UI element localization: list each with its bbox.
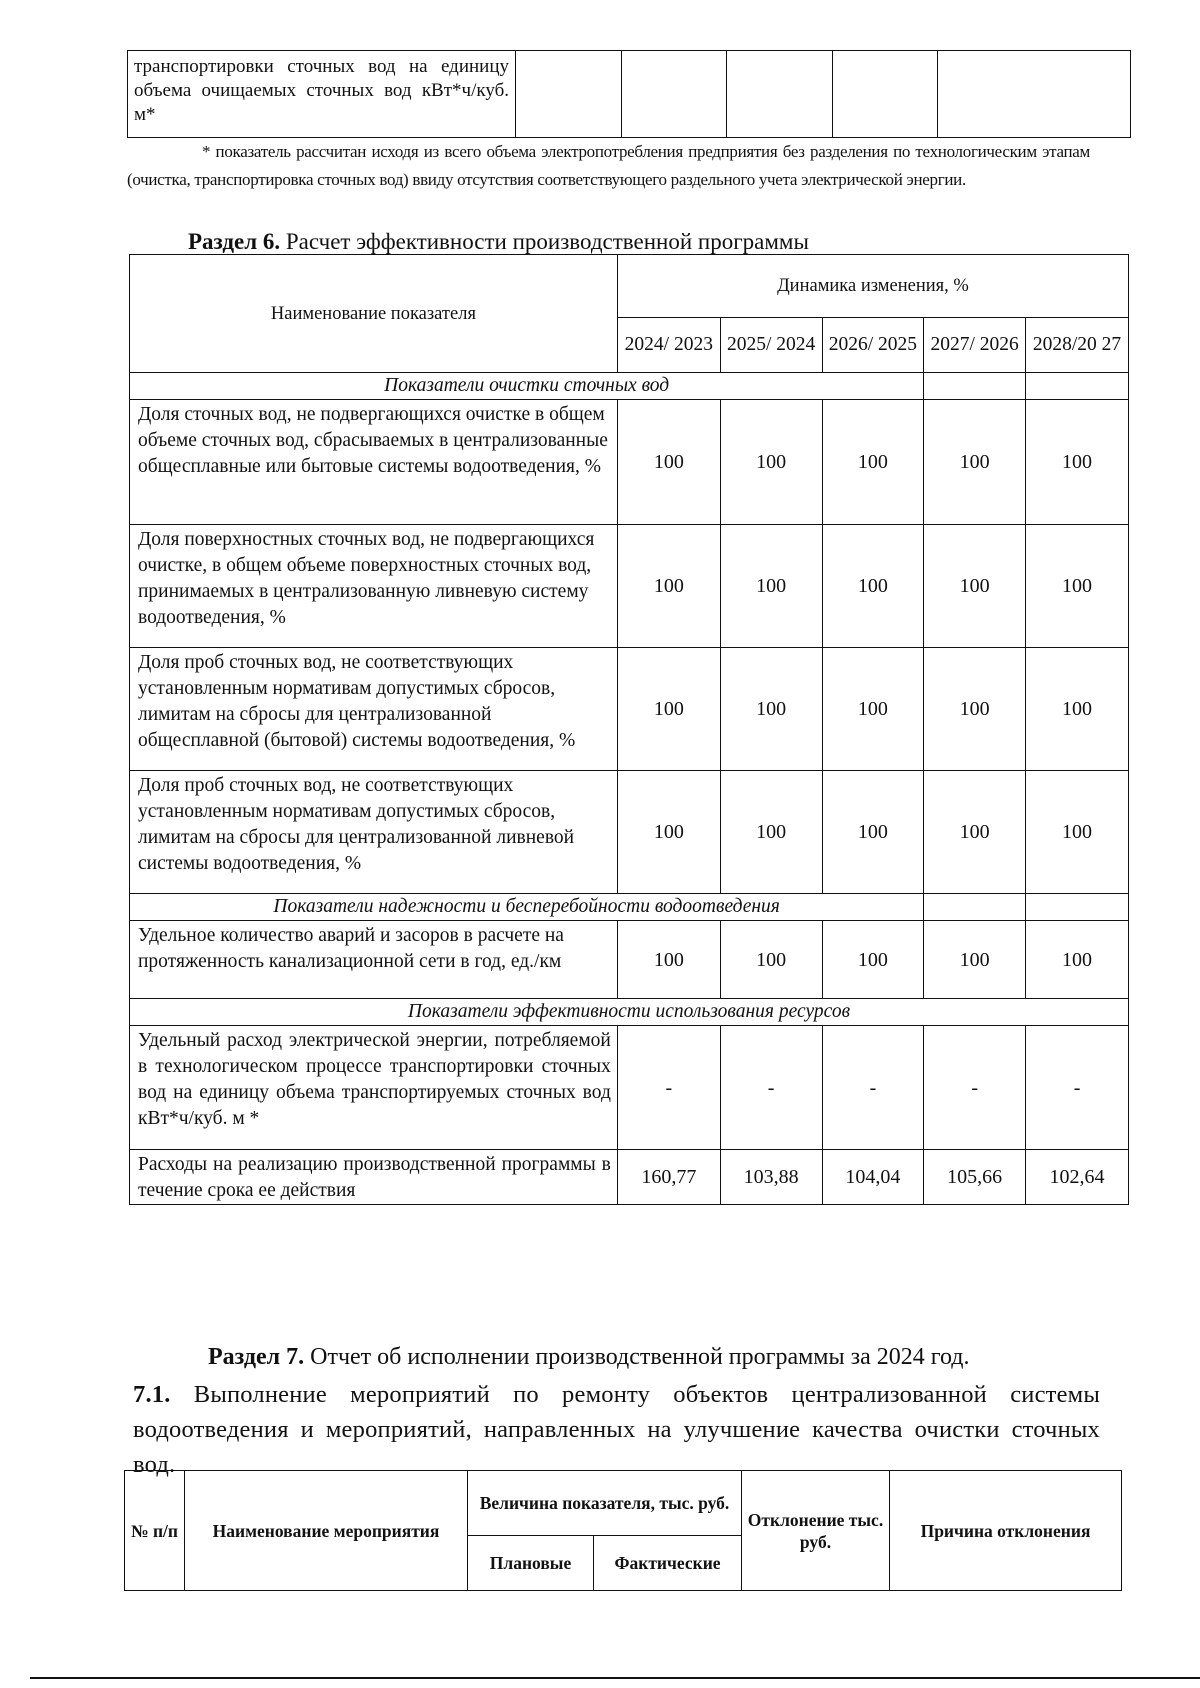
year-header: 2027/ 2026	[924, 318, 1026, 373]
value-cell: 100	[924, 525, 1026, 648]
header-num: № п/п	[125, 1471, 185, 1591]
value-cell: 104,04	[822, 1150, 924, 1205]
value-cell: -	[1026, 1026, 1129, 1150]
value-cell: -	[924, 1026, 1026, 1150]
group-row	[130, 894, 1129, 921]
group-title: Показатели эффективности использования ресурсов	[130, 999, 1129, 1026]
value-cell: 100	[720, 921, 822, 999]
value-cell	[833, 51, 938, 138]
indicator-name: Доля сточных вод, не подвергающихся очистке в общем объеме сточных вод, сбрасываемых в централизованные общесплавные или бытовые системы водоотведения, %	[130, 400, 618, 525]
indicator-name: Доля проб сточных вод, не соответствующих установленным нормативам допустимых сбросов, лимитам на сбросы для централизованной ливневой системы водоотведения, %	[130, 771, 618, 894]
header-actual: Фактические	[594, 1536, 742, 1591]
footnote	[127, 138, 1090, 194]
value-cell: 100	[1026, 525, 1129, 648]
section7-title	[208, 1344, 970, 1371]
table-row	[130, 771, 1129, 894]
indicator-name-cell	[128, 51, 516, 138]
value-cell: 102,64	[1026, 1150, 1129, 1205]
indicator-name: Удельный расход электрической энергии, потребляемой в технологическом процессе транспортировки сточных вод на единицу объема транспортируемых сточных вод кВт*ч/куб. м *	[130, 1026, 618, 1150]
value-cell: 100	[617, 921, 720, 999]
year-header: 2024/ 2023	[617, 318, 720, 373]
value-cell: 100	[822, 921, 924, 999]
header-dynamics: Динамика изменения, %	[617, 255, 1128, 318]
value-cell: 100	[822, 771, 924, 894]
value-cell	[622, 51, 727, 138]
value-cell: 103,88	[720, 1150, 822, 1205]
table-row	[130, 525, 1129, 648]
value-cell: 100	[720, 771, 822, 894]
page-bottom-rule	[30, 1677, 1200, 1679]
section7-title-rest: Отчет об исполнении производственной программы за 2024 год.	[310, 1344, 970, 1370]
value-cell: 100	[924, 771, 1026, 894]
value-cell	[938, 51, 1131, 138]
section6-title-bold: Раздел 6.	[188, 229, 281, 254]
value-cell: 105,66	[924, 1150, 1026, 1205]
section6-title	[188, 229, 809, 255]
value-cell: 100	[1026, 400, 1129, 525]
indicator-name: Удельное количество аварий и засоров в расчете на протяженность канализационной сети в год, ед./км	[130, 921, 618, 999]
indicator-name: транспортировки сточных вод на единицу объема очищаемых сточных вод кВт*ч/куб. м*	[134, 56, 509, 125]
value-cell: 100	[617, 400, 720, 525]
year-header: 2025/ 2024	[720, 318, 822, 373]
value-cell: 100	[924, 921, 1026, 999]
year-header: 2026/ 2025	[822, 318, 924, 373]
measures-table	[124, 1470, 1122, 1591]
value-cell: 100	[822, 525, 924, 648]
previous-table-fragment	[127, 50, 1131, 138]
value-cell: 160,77	[617, 1150, 720, 1205]
efficiency-table	[129, 254, 1129, 1205]
value-cell	[727, 51, 833, 138]
indicator-name: Доля проб сточных вод, не соответствующих установленным нормативам допустимых сбросов, лимитам на сбросы для централизованной общесплавной (бытовой) системы водоотведения, %	[130, 648, 618, 771]
footnote-text: * показатель рассчитан исходя из всего объема электропотребления предприятия без разделения по технологическим этапам (очистка, транспортировка сточных вод) ввиду отсутствия соответствующего раздельного учета электрической энергии.	[127, 142, 1090, 189]
value-cell: 100	[617, 771, 720, 894]
header-reason: Причина отклонения	[890, 1471, 1122, 1591]
group-title: Показатели очистки сточных вод	[130, 373, 924, 400]
value-cell: -	[617, 1026, 720, 1150]
header-indicator-name: Наименование показателя	[130, 255, 618, 373]
header-value: Величина показателя, тыс. руб.	[468, 1471, 742, 1536]
value-cell: 100	[924, 648, 1026, 771]
value-cell: 100	[617, 648, 720, 771]
group-title: Показатели надежности и бесперебойности водоотведения	[130, 894, 924, 921]
table-row	[130, 1150, 1129, 1205]
value-cell: 100	[1026, 771, 1129, 894]
value-cell: 100	[1026, 648, 1129, 771]
value-cell: 100	[924, 400, 1026, 525]
section7-title-bold: Раздел 7.	[208, 1344, 305, 1370]
value-cell: 100	[617, 525, 720, 648]
table-row	[130, 648, 1129, 771]
value-cell: 100	[1026, 921, 1129, 999]
section6-title-rest: Расчет эффективности производственной программы	[285, 229, 809, 254]
indicator-name: Расходы на реализацию производственной программы в течение срока ее действия	[130, 1150, 618, 1205]
value-cell	[516, 51, 622, 138]
group-row	[130, 373, 1129, 400]
subsection-text: Выполнение мероприятий по ремонту объектов централизованной системы водоотведения и мероприятий, направленных на улучшение качества очистки сточных вод.	[133, 1381, 1101, 1478]
table-header-row	[125, 1471, 1122, 1536]
value-cell: 100	[720, 648, 822, 771]
table-row	[130, 1026, 1129, 1150]
year-header: 2028/20 27	[1026, 318, 1129, 373]
indicator-name: Доля поверхностных сточных вод, не подвергающихся очистке, в общем объеме поверхностных сточных вод, принимаемых в централизованную ливневую систему водоотведения, %	[130, 525, 618, 648]
header-planned: Плановые	[468, 1536, 594, 1591]
value-cell: -	[720, 1026, 822, 1150]
subsection-7-1	[133, 1377, 1100, 1482]
table-row	[128, 51, 1131, 138]
header-deviation: Отклонение тыс. руб.	[742, 1471, 890, 1591]
table-header-row	[130, 255, 1129, 318]
value-cell: 100	[720, 400, 822, 525]
table-row	[130, 400, 1129, 525]
value-cell: 100	[822, 400, 924, 525]
subsection-number: 7.1.	[133, 1381, 171, 1408]
value-cell: -	[822, 1026, 924, 1150]
header-measure-name: Наименование мероприятия	[185, 1471, 468, 1591]
value-cell: 100	[822, 648, 924, 771]
table-row	[130, 921, 1129, 999]
value-cell: 100	[720, 525, 822, 648]
group-row	[130, 999, 1129, 1026]
